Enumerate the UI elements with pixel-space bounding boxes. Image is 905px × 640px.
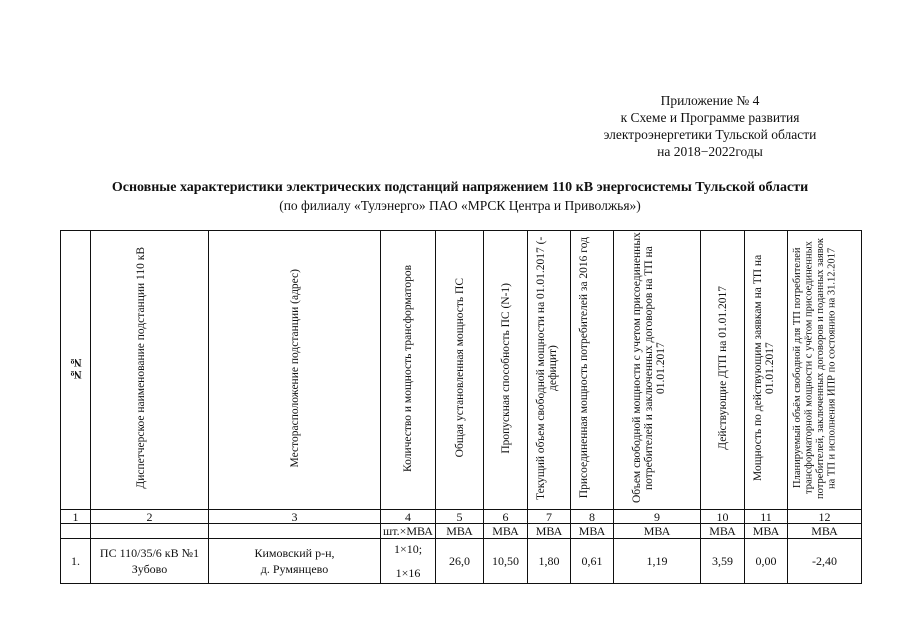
- appendix-line-3: электроэнергетики Тульской области: [603, 127, 817, 142]
- unit-cell: МВА: [745, 524, 788, 539]
- unit-cell: МВА: [571, 524, 614, 539]
- column-number: 10: [701, 510, 745, 524]
- column-number: 6: [484, 510, 528, 524]
- column-number: 5: [436, 510, 484, 524]
- unit-cell: МВА: [528, 524, 571, 539]
- header-cell-connected: Присоединенная мощность потребителей за 2016 год: [571, 231, 614, 510]
- header-cell-capacity: Пропускная способность ПС (N-1): [484, 231, 528, 510]
- document-title: Основные характеристики электрических подстанций напряжением 110 кВ энергосистемы Тульской области: [111, 180, 809, 195]
- unit-cell: МВА: [436, 524, 484, 539]
- header-cell-total-power: Общая установленная мощность ПС: [436, 231, 484, 510]
- header-cell-planned: Планируемый объём свободной для ТП потребителей трансформаторной мощности с учётом присоединенных потребителей, заключенных договоров и поданных заявок на ТП и исполнения ИПР по состоянию на 31.12.2017: [788, 231, 862, 510]
- active-dtp-cell: 3,59: [701, 539, 745, 584]
- appendix-block: [560, 92, 860, 160]
- transformer-2: 1×16: [395, 566, 421, 580]
- unit-cell: МВА: [701, 524, 745, 539]
- free-with-contracts-cell: 1,19: [614, 539, 701, 584]
- units-row: [61, 524, 862, 539]
- unit-cell: [61, 524, 91, 539]
- substation-name-cell: [91, 539, 209, 584]
- table-row: [61, 539, 862, 584]
- header-cell-name: Диспетчерское наименование подстанции 110 кВ: [91, 231, 209, 510]
- header-cell-free-power: Текущий объем свободной мощности на 01.01.2017 (-дефицит): [528, 231, 571, 510]
- column-number: 1: [61, 510, 91, 524]
- requests-cell: 0,00: [745, 539, 788, 584]
- free-power-cell: 1,80: [528, 539, 571, 584]
- capacity-cell: 10,50: [484, 539, 528, 584]
- appendix-line-1: Приложение № 4: [660, 93, 760, 108]
- appendix-line-2: к Схеме и Программе развития: [620, 110, 800, 125]
- unit-cell: шт.×МВА: [381, 524, 436, 539]
- total-power-cell: 26,0: [436, 539, 484, 584]
- planned-cell: -2,40: [788, 539, 862, 584]
- column-number: 4: [381, 510, 436, 524]
- column-number: 3: [209, 510, 381, 524]
- connected-cell: 0,61: [571, 539, 614, 584]
- column-number: 9: [614, 510, 701, 524]
- document-subtitle: (по филиалу «Тулэнерго» ПАО «МРСК Центра и Приволжья»): [279, 198, 641, 213]
- header-cell-requests: Мощность по действующим заявкам на ТП на 01.01.2017: [745, 231, 788, 510]
- column-number: 2: [91, 510, 209, 524]
- header-cell-active-dtp: Действующие ДТП на 01.01.2017: [701, 231, 745, 510]
- header-cell-transformers: Количество и мощность трансформаторов: [381, 231, 436, 510]
- column-number: 8: [571, 510, 614, 524]
- unit-cell: МВА: [788, 524, 862, 539]
- header-cell-num: №№: [61, 231, 91, 510]
- header-cell-free-with-contracts: Объем свободной мощности с учетом присоединенных потребителей и заключенных договоров на ТП на 01.01.2017: [614, 231, 701, 510]
- appendix-line-4: на 2018−2022годы: [657, 144, 763, 159]
- substation-name-suffix: Зубово: [131, 562, 168, 576]
- unit-cell: МВА: [484, 524, 528, 539]
- transformer-1: 1×10;: [393, 542, 423, 556]
- column-number-row: [61, 510, 862, 524]
- column-number: 11: [745, 510, 788, 524]
- address-district: Кимовский р-н,: [254, 546, 335, 560]
- unit-cell: МВА: [614, 524, 701, 539]
- row-number: 1.: [61, 539, 91, 584]
- substations-table: [60, 230, 862, 584]
- unit-cell: [91, 524, 209, 539]
- header-cell-address: Месторасположение подстанции (адрес): [209, 231, 381, 510]
- substation-name: ПС 110/35/6 кВ №1: [99, 546, 200, 560]
- column-number: 7: [528, 510, 571, 524]
- transformers-cell: [381, 539, 436, 584]
- unit-cell: [209, 524, 381, 539]
- address-cell: [209, 539, 381, 584]
- header-row: [61, 231, 862, 510]
- address-village: д. Румянцево: [260, 562, 329, 576]
- column-number: 12: [788, 510, 862, 524]
